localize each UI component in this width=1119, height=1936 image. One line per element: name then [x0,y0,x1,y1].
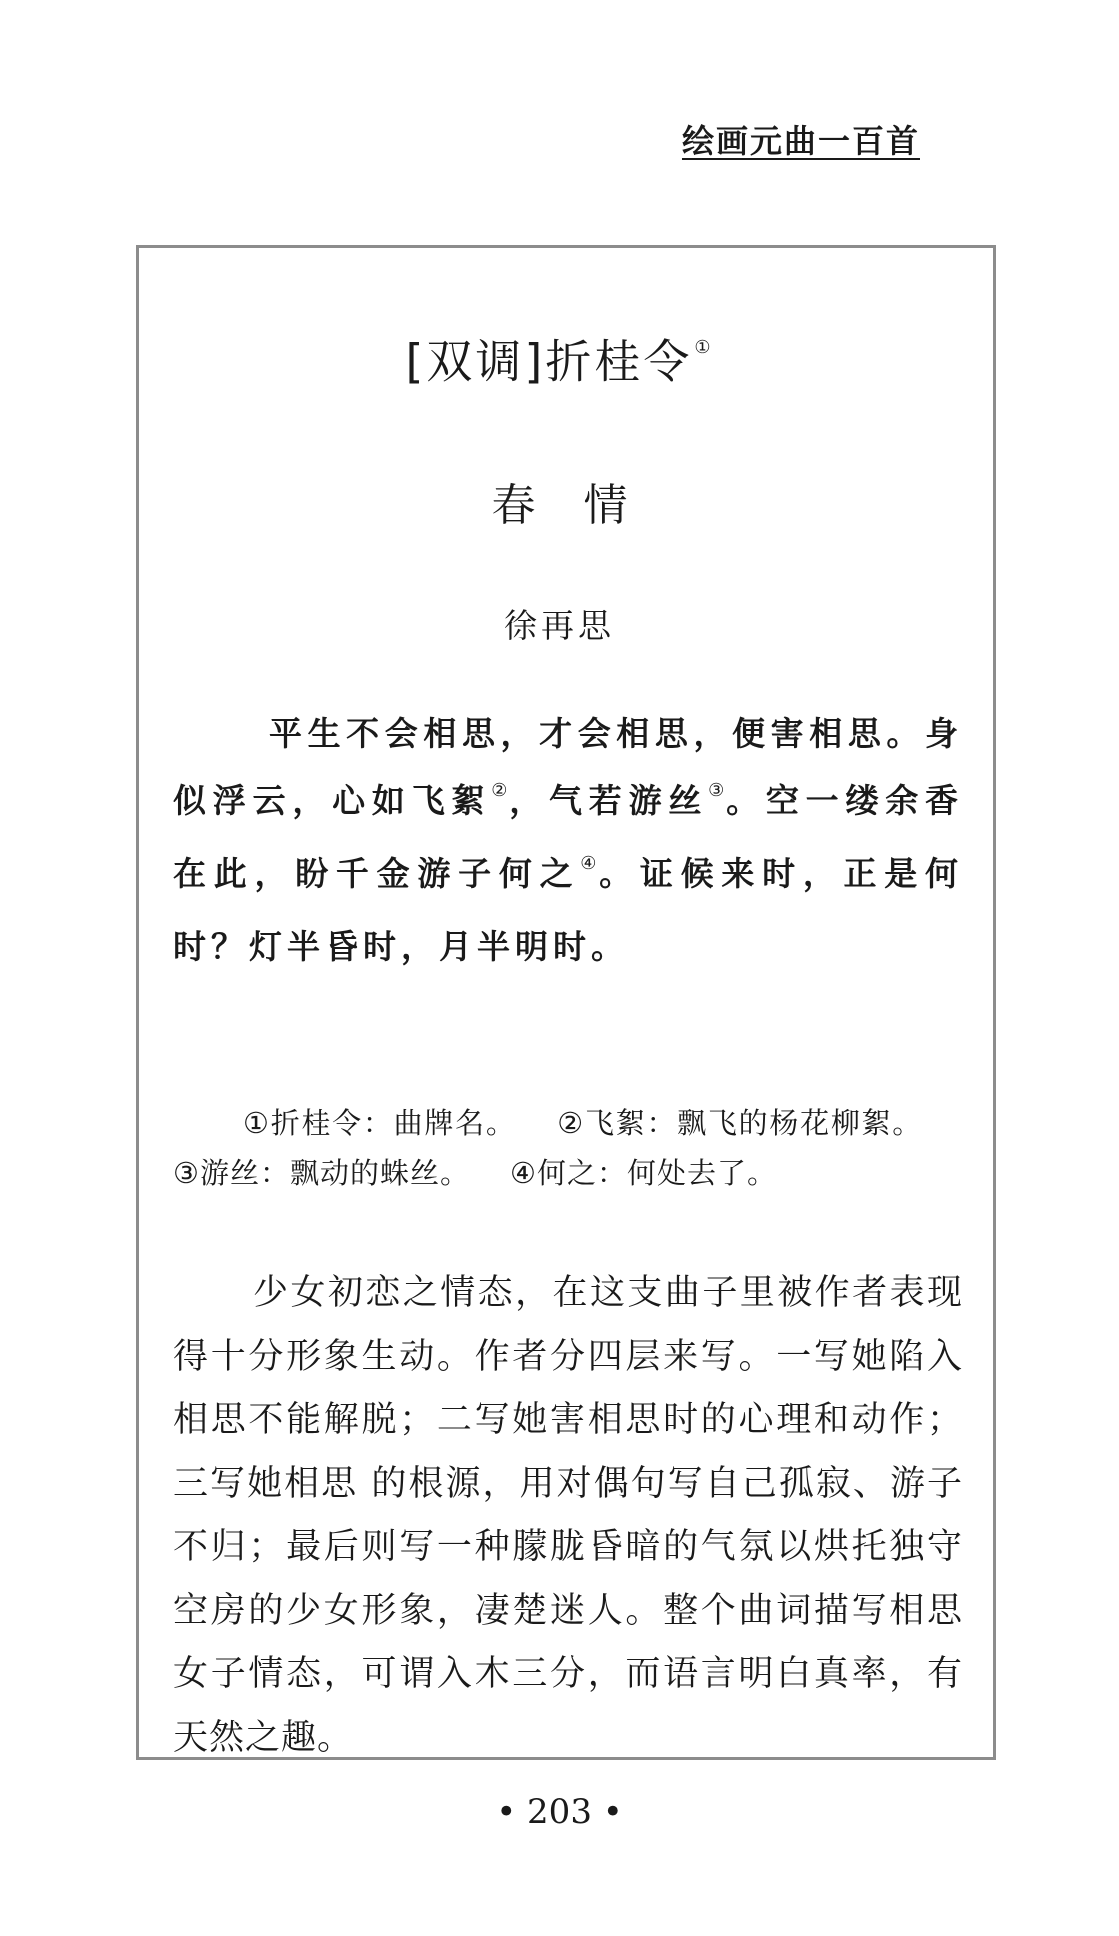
poem-segment: ，气若游丝 [509,781,709,820]
annotations [173,1098,963,1198]
piece-title [0,328,1119,389]
title-note-mark: ① [694,337,714,358]
note-mark: ③ [708,780,727,801]
annotation-2: ②飞絮：飘飞的杨花柳絮。 [556,1106,924,1140]
commentary-paragraph: 少女初恋之情态，在这支曲子里被作者表现得十分形象生动。作者分四层来写。一写她陷入相思不能解脱；二写她害相思时的心理和动作；三写她相思 的根源，用对偶句写自己孤寂、游子不归；最后则写一种朦胧昏暗的气氛以烘托独守空房的少女形象，凄楚迷人。整个曲词描写相思女子情态，可谓入木三分，而语言明白真率，有天然之趣。 [173,1273,963,1758]
poem-text [173,700,963,980]
running-header: 绘画元曲一百首 [681,122,920,160]
annotation-1: ①折桂令：曲牌名。 [243,1106,517,1140]
page-number: • 203 • [496,1792,623,1832]
poem-segment: 平生不会相思，才会相思，便害相思。身似浮云，心如飞絮 [173,714,963,820]
piece-subtitle [0,478,1119,534]
subtitle-char-1: 春 [491,480,536,531]
note-mark: ② [491,780,510,801]
poem-segment: 。空一缕余香在此，盼千金游子何之 [173,781,964,893]
piece-title-text: [双调]折桂令 [405,334,693,389]
note-mark: ④ [580,853,600,874]
annotation-4: ④何之：何处去了。 [510,1156,777,1190]
subtitle-char-2: 情 [583,480,628,531]
poem-segment: 。证候来时，正是何时？灯半昏时，月半明时。 [173,854,964,966]
author-name: 徐再思 [504,606,615,645]
annotation-3: ③游丝：飘动的蛛丝。 [173,1156,470,1190]
